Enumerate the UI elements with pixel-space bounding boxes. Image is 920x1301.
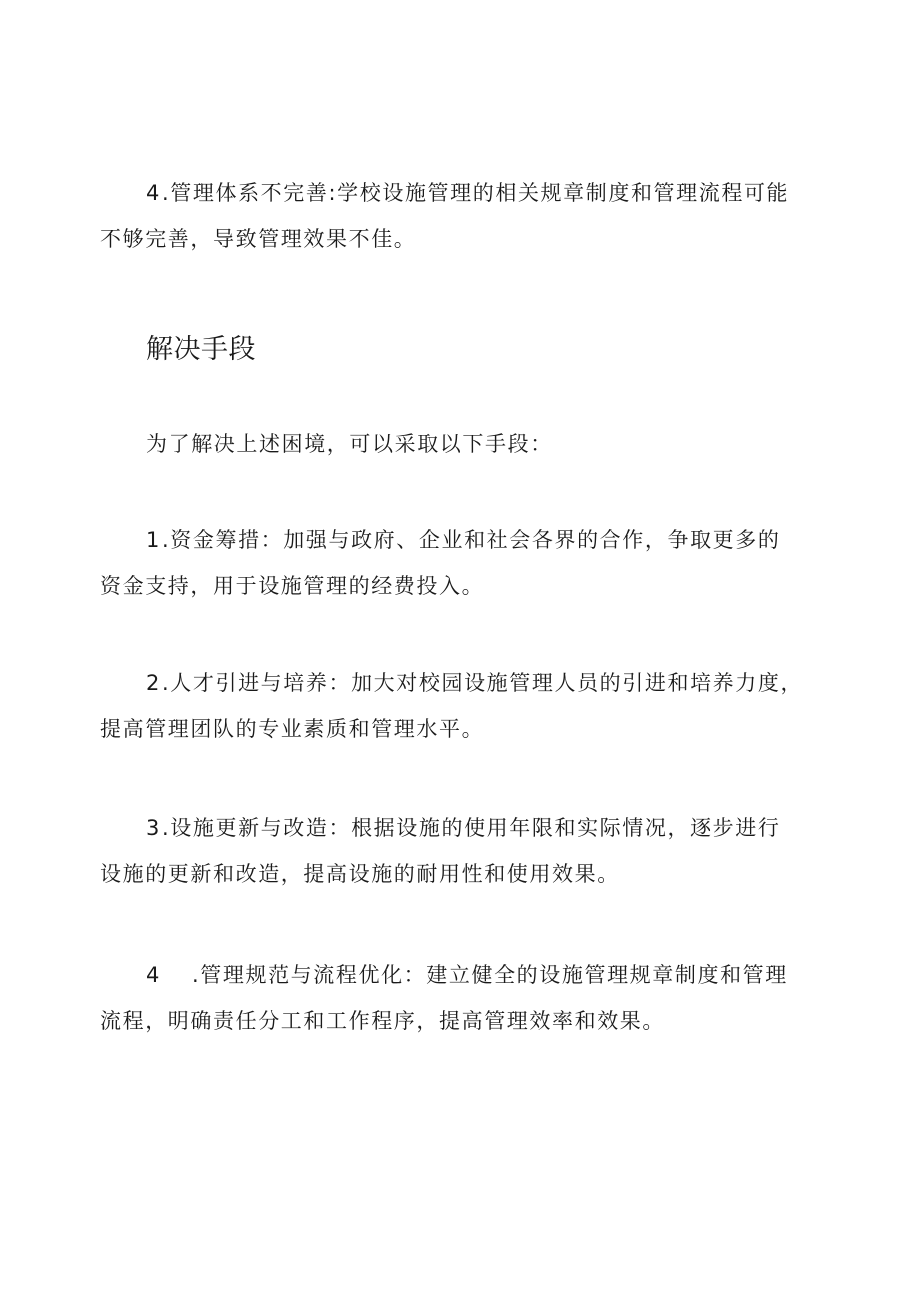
section-heading: 解决手段 bbox=[146, 334, 256, 365]
paragraph-text: .人才引进与培养：加大对校园设施管理人员的引进和培养力度， bbox=[162, 671, 804, 695]
paragraph-line: 不够完善，导致管理效果不佳。 bbox=[100, 227, 417, 251]
item-number: 4 bbox=[146, 963, 161, 987]
paragraph-text: .资金筹措：加强与政府、企业和社会各界的合作，争取更多的 bbox=[162, 528, 781, 552]
paragraph-management-system bbox=[100, 170, 820, 262]
item-number: 1 bbox=[146, 528, 161, 552]
list-item bbox=[100, 952, 820, 1044]
paragraph-line: 资金支持，用于设施管理的经费投入。 bbox=[100, 574, 485, 598]
item-number: 4 bbox=[146, 181, 161, 205]
section-lead bbox=[100, 421, 820, 467]
paragraph-line bbox=[100, 660, 820, 706]
list-item bbox=[100, 517, 820, 609]
list-item bbox=[100, 805, 820, 897]
paragraph-line bbox=[100, 952, 820, 998]
paragraph-line bbox=[100, 517, 820, 563]
item-number: 2 bbox=[146, 671, 161, 695]
paragraph-line: 为了解决上述困境，可以采取以下手段： bbox=[146, 432, 553, 456]
paragraph-line bbox=[100, 805, 820, 851]
item-number: 3 bbox=[146, 816, 161, 840]
paragraph-text: .管理体系不完善:学校设施管理的相关规章制度和管理流程可能 bbox=[162, 181, 790, 205]
list-item bbox=[100, 660, 820, 752]
paragraph-text: .管理规范与流程优化：建立健全的设施管理规章制度和管理 bbox=[192, 963, 788, 987]
paragraph-line bbox=[100, 170, 820, 216]
paragraph-text: .设施更新与改造：根据设施的使用年限和实际情况，逐步进行 bbox=[162, 816, 781, 840]
paragraph-line: 设施的更新和改造，提高设施的耐用性和使用效果。 bbox=[100, 862, 620, 886]
paragraph-line: 提高管理团队的专业素质和管理水平。 bbox=[100, 717, 485, 741]
paragraph-line: 流程，明确责任分工和工作程序，提高管理效率和效果。 bbox=[100, 1009, 665, 1033]
